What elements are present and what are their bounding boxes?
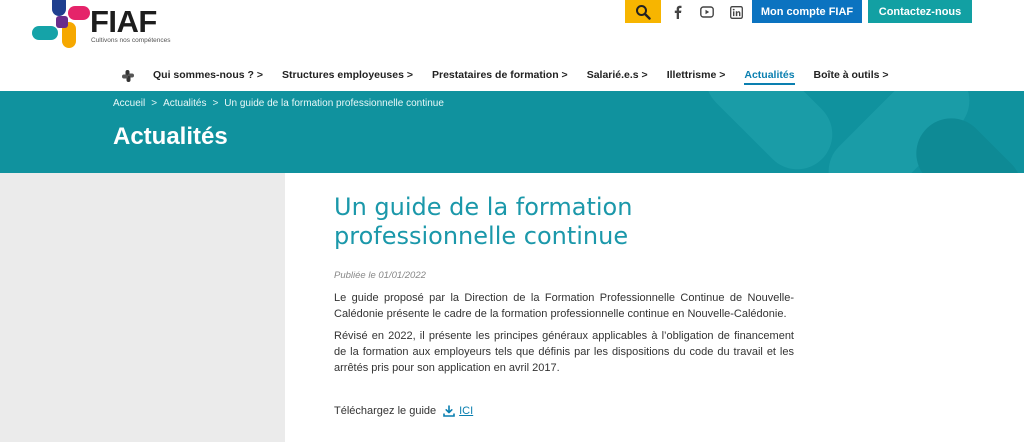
youtube-icon	[700, 6, 714, 18]
article-title: Un guide de la formation professionnelle continue	[334, 193, 633, 250]
left-sidebar	[0, 173, 285, 442]
logo-tagline: Cultivons nos compétences	[91, 37, 171, 44]
facebook-icon	[672, 5, 684, 19]
breadcrumb	[113, 98, 444, 109]
download-row	[334, 405, 473, 417]
publication-date: Publiée le 01/01/2022	[334, 270, 426, 281]
nav-item-qui-sommes-nous[interactable]: Qui sommes-nous ? >	[153, 69, 263, 81]
download-link[interactable]: ICI	[459, 405, 474, 417]
account-button[interactable]: Mon compte FIAF	[752, 0, 862, 23]
nav-item-actualites[interactable]: Actualités	[744, 69, 795, 81]
banner-decoration	[664, 91, 1024, 173]
breadcrumb-separator: >	[212, 98, 219, 109]
logo-mark-icon	[32, 0, 90, 52]
nav-home-link[interactable]	[120, 69, 136, 83]
download-icon	[443, 405, 455, 417]
main-nav	[120, 66, 908, 86]
contact-button[interactable]: Contactez-nous	[868, 0, 972, 23]
linkedin-link[interactable]	[727, 3, 745, 21]
nav-item-prestataires[interactable]: Prestataires de formation >	[432, 69, 568, 81]
breadcrumb-home[interactable]: Accueil	[113, 98, 146, 109]
facebook-link[interactable]	[669, 3, 687, 21]
home-icon	[122, 70, 134, 82]
article-content	[285, 173, 1024, 442]
nav-item-boite-a-outils[interactable]: Boîte à outils >	[813, 69, 889, 81]
breadcrumb-separator: >	[151, 98, 158, 109]
article-paragraph-1: Le guide proposé par la Direction de la Formation Professionnelle Continue de Nouvelle-Calédonie présente le cadre de la formation professionnelle continue en Nouvelle-Calédonie.	[334, 292, 794, 320]
linkedin-icon	[730, 6, 743, 19]
nav-item-salaries[interactable]: Salarié.e.s >	[586, 69, 648, 81]
breadcrumb-actualites[interactable]: Actualités	[163, 98, 207, 109]
page-title: Actualités	[113, 123, 228, 150]
page-banner	[0, 91, 1024, 173]
article-paragraph-2: Révisé en 2022, il présente les principes généraux applicables à l’obligation de financement de la formation aux employeurs tels que définis par les dispositions du code du travail et les arrêtés pris pour son application en avril 2017.	[334, 330, 794, 374]
logo-text: FIAF	[90, 4, 157, 39]
download-label: Téléchargez le guide	[334, 405, 437, 417]
youtube-link[interactable]	[698, 3, 716, 21]
search-icon	[635, 4, 651, 20]
nav-item-illettrisme[interactable]: Illettrisme >	[666, 69, 726, 81]
nav-item-structures-employeuses[interactable]: Structures employeuses >	[281, 69, 413, 81]
search-button[interactable]	[625, 0, 661, 23]
site-header	[0, 0, 1024, 91]
fiaf-logo[interactable]	[32, 0, 172, 52]
breadcrumb-current: Un guide de la formation professionnelle continue	[224, 98, 444, 109]
